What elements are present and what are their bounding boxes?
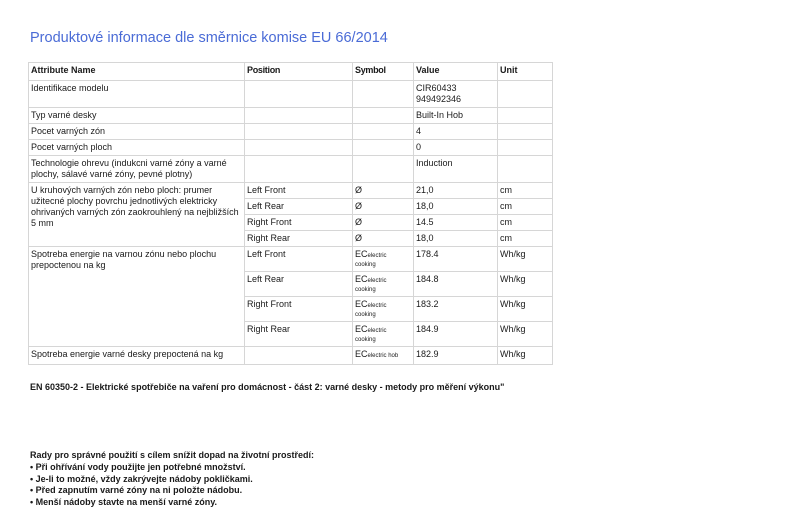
table-row [29, 156, 553, 183]
table-row [29, 347, 553, 365]
position-cell [245, 108, 353, 124]
header-value: Value [414, 63, 498, 81]
advice-item: • Před zapnutím varné zóny na ni položte nádobu. [30, 485, 243, 496]
position-cell: Left Front [245, 183, 353, 199]
position-cell [245, 156, 353, 183]
symbol-cell [353, 156, 414, 183]
value-cell: 182.9 [414, 347, 498, 365]
advice-item: • Je-li to možné, vždy zakrývejte nádoby pokličkami. [30, 473, 253, 484]
attribute-cell: Pocet varných zón [29, 124, 245, 140]
symbol-cell [353, 124, 414, 140]
position-cell: Right Rear [245, 322, 353, 347]
unit-cell: Wh/kg [498, 297, 553, 322]
value-cell: 0 [414, 140, 498, 156]
table-row [29, 247, 553, 272]
value-cell: 178.4 [414, 247, 498, 272]
attribute-cell: Identifikace modelu [29, 81, 245, 108]
diameter-symbol: Ø [353, 231, 414, 247]
unit-cell [498, 156, 553, 183]
environmental-advice [30, 450, 550, 509]
unit-cell [498, 81, 553, 108]
unit-cell: Wh/kg [498, 347, 553, 365]
advice-heading: Rady pro správné použití s cílem snížit dopad na životní prostředí: [30, 450, 315, 460]
unit-cell: Wh/kg [498, 247, 553, 272]
value-cell [414, 81, 498, 108]
position-cell: Left Rear [245, 272, 353, 297]
attribute-cell: Pocet varných ploch [29, 140, 245, 156]
diameter-symbol: Ø [353, 183, 414, 199]
position-cell [245, 124, 353, 140]
energy-symbol: ECelectric cooking [353, 247, 414, 272]
energy-symbol: ECelectric cooking [353, 272, 414, 297]
unit-cell: cm [498, 183, 553, 199]
attribute-cell: Spotreba energie varné desky prepoctená na kg [29, 347, 245, 365]
header-attribute-name: Attribute Name [29, 63, 245, 81]
advice-item: • Při ohřívání vody použijte jen potřebné množství. [30, 461, 246, 472]
header-position: Position [245, 63, 353, 81]
page-title: Produktové informace dle směrnice komise EU 66/2014 [30, 30, 388, 46]
symbol-cell [353, 108, 414, 124]
standard-reference: EN 60350-2 - Elektrické spotřebiče na vaření pro domácnost - část 2: varné desky - metody pro měření výkonu" [30, 382, 505, 392]
position-cell: Right Rear [245, 231, 353, 247]
value-cell: 183.2 [414, 297, 498, 322]
position-cell: Left Rear [245, 199, 353, 215]
position-cell [245, 81, 353, 108]
model-code: CIR60433 [416, 83, 457, 93]
table-row [29, 81, 553, 108]
unit-cell: Wh/kg [498, 322, 553, 347]
table-row [29, 140, 553, 156]
advice-item: • Menší nádoby stavte na menší varné zóny. [30, 497, 218, 508]
position-cell [245, 347, 353, 365]
energy-symbol: ECelectric cooking [353, 322, 414, 347]
model-number: 949492346 [416, 94, 462, 104]
unit-cell: cm [498, 199, 553, 215]
unit-cell [498, 140, 553, 156]
value-cell: Induction [414, 156, 498, 183]
header-unit: Unit [498, 63, 553, 81]
energy-symbol: ECelectric hob [353, 347, 414, 365]
position-cell: Right Front [245, 297, 353, 322]
value-cell: 18,0 [414, 199, 498, 215]
value-cell: Built-In Hob [414, 108, 498, 124]
unit-cell: Wh/kg [498, 272, 553, 297]
attribute-cell: U kruhových varných zón nebo ploch: prumer užitecné plochy povrchu jednotlivých elektricky ohrivaných varných zón zaokrouhlený na nejbližších 5 mm [29, 183, 245, 247]
unit-cell: cm [498, 215, 553, 231]
unit-cell [498, 124, 553, 140]
value-cell: 18,0 [414, 231, 498, 247]
value-cell: 14.5 [414, 215, 498, 231]
attribute-cell: Typ varné desky [29, 108, 245, 124]
value-cell: 4 [414, 124, 498, 140]
value-cell: 184.8 [414, 272, 498, 297]
table-row [29, 183, 553, 199]
value-cell: 21,0 [414, 183, 498, 199]
unit-cell [498, 108, 553, 124]
symbol-cell [353, 81, 414, 108]
energy-symbol: ECelectric cooking [353, 297, 414, 322]
value-cell: 184.9 [414, 322, 498, 347]
table-row [29, 124, 553, 140]
header-symbol: Symbol [353, 63, 414, 81]
table-row [29, 108, 553, 124]
position-cell: Right Front [245, 215, 353, 231]
table-header-row [29, 63, 553, 81]
product-info-table [28, 62, 553, 365]
unit-cell: cm [498, 231, 553, 247]
symbol-cell [353, 140, 414, 156]
attribute-cell: Technologie ohrevu (indukcni varné zóny a varné plochy, sálavé varné zóny, pevné plotny) [29, 156, 245, 183]
attribute-cell: Spotreba energie na varnou zónu nebo plochu prepoctenou na kg [29, 247, 245, 347]
position-cell [245, 140, 353, 156]
diameter-symbol: Ø [353, 215, 414, 231]
diameter-symbol: Ø [353, 199, 414, 215]
position-cell: Left Front [245, 247, 353, 272]
